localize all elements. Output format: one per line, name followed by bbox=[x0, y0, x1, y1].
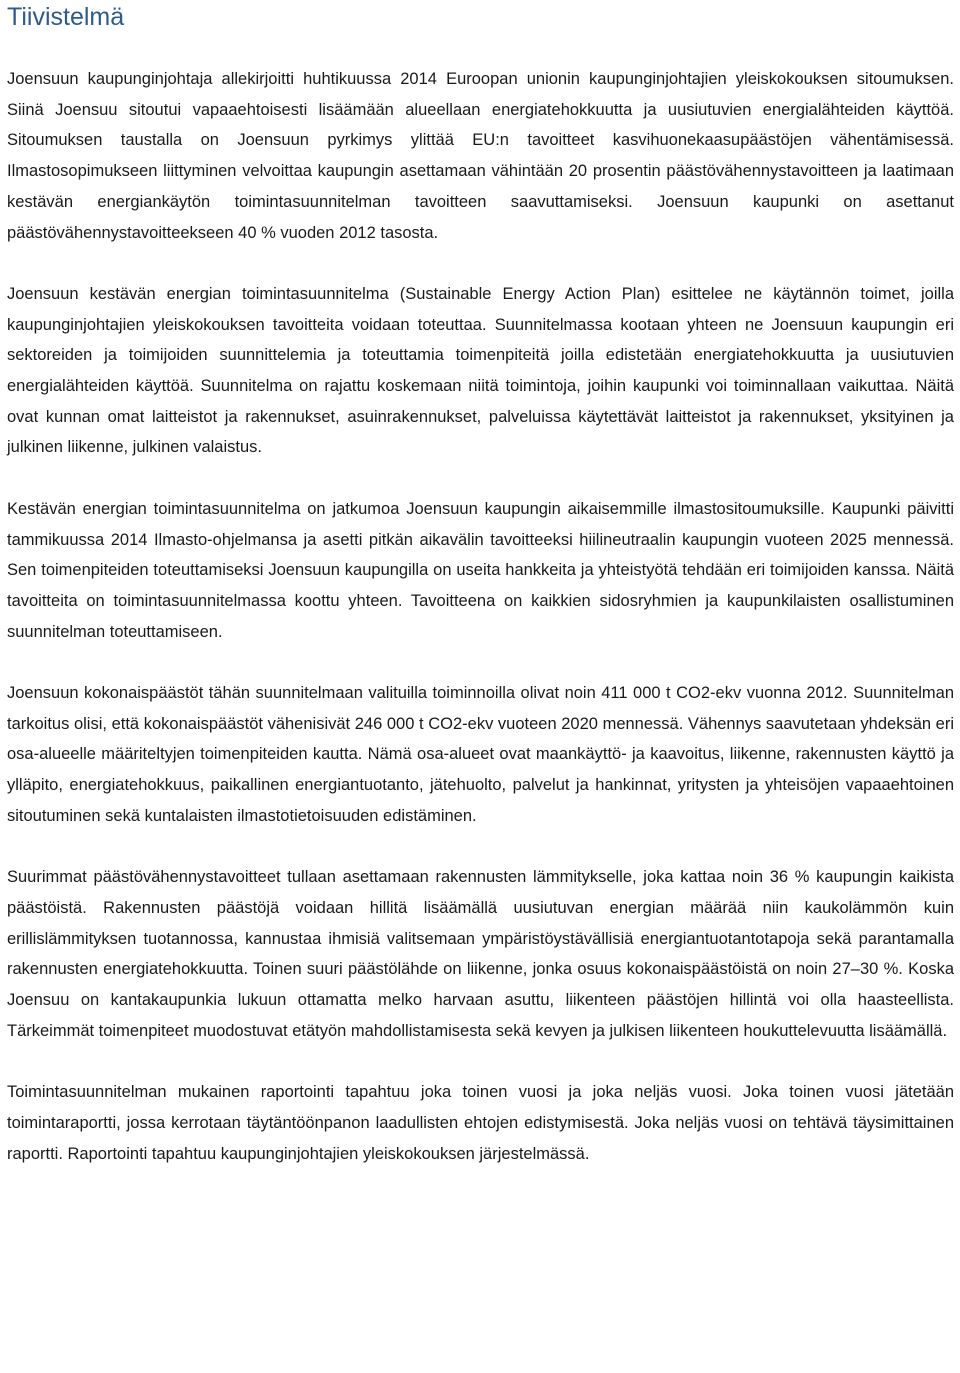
paragraph-6: Toimintasuunnitelman mukainen raportointi tapahtuu joka toinen vuosi ja joka neljäs vuosi. Joka toinen vuosi jätetään toimintaraportti, jossa kerrotaan täytäntöönpanon laadullisten ehtojen edistymisestä. Joka neljäs vuosi on tehtävä täysimittainen raportti. Raportointi tapahtuu kaupunginjohtajien yleiskokouksen järjestelmässä. bbox=[7, 1083, 954, 1163]
paragraph-4: Joensuun kokonaispäästöt tähän suunnitelmaan valituilla toiminnoilla olivat noin 411 000 t CO2-ekv vuonna 2012. Suunnitelman tarkoitus olisi, että kokonaispäästöt vähenisivät 246 000 t CO2-ekv vuoteen 2020 mennessä. Vähennys saavutetaan yhdeksän eri osa-alueelle määriteltyjen toimenpiteiden kautta. Nämä osa-alueet ovat maankäyttö- ja kaavoitus, liikenne, rakennusten käyttö ja ylläpito, energiatehokkuus, paikallinen energiantuotanto, jätehuolto, palvelut ja hankinnat, yritysten ja yhteisöjen vapaaehtoinen sitoutuminen sekä kuntalaisten ilmastotietoisuuden edistäminen. bbox=[7, 684, 954, 825]
document-body bbox=[7, 64, 954, 1169]
paragraph-3: Kestävän energian toimintasuunnitelma on jatkumoa Joensuun kaupungin aikaisemmille ilmastositoumuksille. Kaupunki päivitti tammikuussa 2014 Ilmasto-ohjelmansa ja asetti pitkän aikavälin tavoitteeksi hiilineutraalin kaupungin vuoteen 2025 mennessä. Sen toimenpiteiden toteuttamiseksi Joensuun kaupungilla on useita hankkeita ja yhteistyötä tehdään eri toimijoiden kanssa. Näitä tavoitteita on toimintasuunnitelmassa koottu yhteen. Tavoitteena on kaikkien sidosryhmien ja kaupunkilaisten osallistuminen suunnitelman toteuttamiseen. bbox=[7, 499, 954, 641]
paragraph-5: Suurimmat päästövähennystavoitteet tullaan asettamaan rakennusten lämmitykselle, joka kattaa noin 36 % kaupungin kaikista päästöistä. Rakennusten päästöjä voidaan hillitä lisäämällä uusiutuvan energian määrää niin kaukolämmön kuin erillislämmityksen tuotannossa, kannustaa ihmisiä valitsemaan ympäristöystävällisiä energiantuotantotapoja sekä parantamalla rakennusten energiatehokkuutta. Toinen suuri päästölähde on liikenne, jonka osuus kokonaispäästöistä on noin 27–30 %. Koska Joensuu on kantakaupunkia lukuun ottamatta melko harvaan asuttu, liikenteen päästöjen hillintä voi olla haasteellista. Tärkeimmät toimenpiteet muodostuvat etätyön mahdollistamisesta sekä kevyen ja julkisen liikenteen houkuttelevuutta lisäämällä. bbox=[7, 868, 954, 1040]
paragraph-2: Joensuun kestävän energian toimintasuunnitelma (Sustainable Energy Action Plan) esittelee ne käytännön toimet, joilla kaupunginjohtajien yleiskokouksen tavoitteita voidaan toteuttaa. Suunnitelmassa kootaan yhteen ne Joensuun kaupungin eri sektoreiden ja toimijoiden suunnittelemia ja toteuttamia toimenpiteitä joilla edistetään energiatehokkuutta ja uusiutuvien energialähteiden käyttöä. Suunnitelma on rajattu koskemaan niitä toimintoja, joihin kaupunki voi toiminnallaan vaikuttaa. Näitä ovat kunnan omat laitteistot ja rakennukset, asuinrakennukset, palveluissa käytettävät laitteistot ja rakennukset, yksityinen ja julkinen liikenne, julkinen valaistus. bbox=[7, 284, 954, 457]
page-title: Tiivistelmä bbox=[7, 3, 125, 31]
paragraph-1: Joensuun kaupunginjohtaja allekirjoitti huhtikuussa 2014 Euroopan unionin kaupunginjohtajien yleiskokouksen sitoumuksen. Siinä Joensuu sitoutui vapaaehtoisesti lisäämään alueellaan energiatehokkuutta ja uusiutuvien energialähteiden käyttöä. Sitoumuksen taustalla on Joensuun pyrkimys ylittää EU:n tavoitteet kasvihuonekaasupäästöjen vähentämisessä. Ilmastosopimukseen liittyminen velvoittaa kaupungin asettamaan vähintään 20 prosentin päästövähennystavoitteen ja laatimaan kestävän energiankäytön toimintasuunnitelman tavoitteen saavuttamiseksi. Joensuun kaupunki on asettanut päästövähennystavoitteekseen 40 % vuoden 2012 tasosta. bbox=[7, 70, 954, 242]
